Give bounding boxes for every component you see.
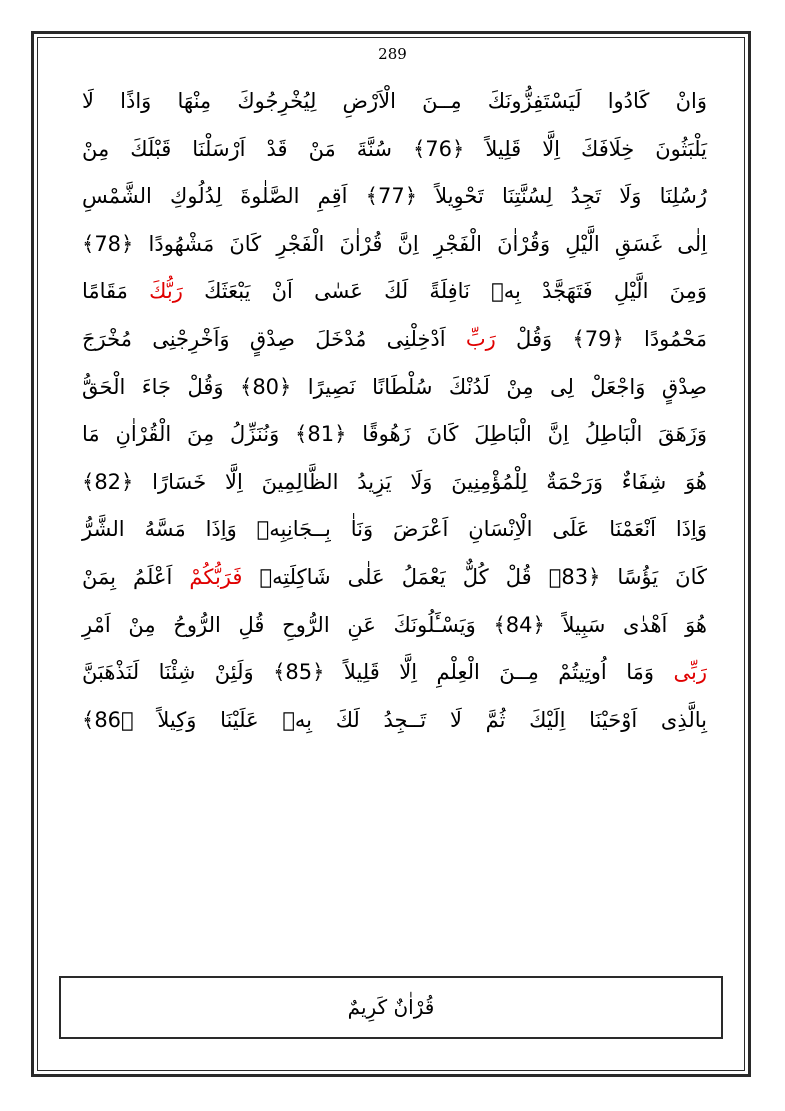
verse-line: صِدْقٍ وَاجْعَلْ لِى مِنْ لَدُنْكَ سُلْطَانًا نَصِيرًا ﴿80﴾ وَقُلْ جَاءَ الْحَقُّ — [82, 374, 707, 399]
verse-text-block — [82, 78, 707, 744]
verse-line: بِالَّذِى اَوْحَيْنَا اِلَيْكَ ثُمَّ لَا تَــجِدُ لَكَ بِهٖ عَلَيْنَا وَكِيلاً ﴿86﴾ — [82, 707, 707, 732]
verse-line: هُوَ اَهْدٰى سَبِيلاً ﴿84﴾ وَيَسْـَٔلُونَكَ عَنِ الرُّوحِ قُلِ الرُّوحُ مِنْ اَمْرِ — [82, 612, 707, 637]
verse-line: رَبِّى وَمَا اُوتِيتُمْ مِــنَ الْعِلْمِ اِلَّا قَلِيلاً ﴿85﴾ وَلَئِنْ شِئْنَا لَنَذْهَبَنَّ — [82, 660, 707, 685]
highlighted-word: رَبِّ — [465, 326, 496, 351]
verse-line: وَزَهَقَ الْبَاطِلُ اِنَّ الْبَاطِلَ كَانَ زَهُوقًا ﴿81﴾ وَنُنَزِّلُ مِنَ الْقُرْاٰنِ مَا — [82, 422, 707, 447]
verse-line: يَلْبَثُونَ خِلَافَكَ اِلَّا قَلِيلاً ﴿76﴾ سُنَّةَ مَنْ قَدْ اَرْسَلْنَا قَبْلَكَ مِنْ — [82, 136, 707, 161]
verse-line: اِلٰى غَسَقِ الَّيْلِ وَقُرْاٰنَ الْفَجْرِ اِنَّ قُرْاٰنَ الْفَجْرِ كَانَ مَشْهُودًا ﴿78﴾ — [82, 231, 707, 256]
footer-title: قُرْاٰنٌ كَرِيمٌ — [347, 995, 435, 1019]
verse-line: رُسُلِنَا وَلَا تَجِدُ لِسُنَّتِنَا تَحْوِيلاً ﴿77﴾ اَقِمِ الصَّلٰوةَ لِدُلُوكِ الشَّمْسِ — [82, 184, 707, 209]
highlighted-word: رَبِّى — [673, 660, 707, 685]
verse-line: وَمِنَ الَّيْلِ فَتَهَجَّدْ بِهٖ نَافِلَةً لَكَ عَسٰى اَنْ يَبْعَثَكَ رَبُّكَ مَقَامًا — [82, 279, 708, 304]
highlighted-word: رَبُّكَ — [149, 279, 183, 304]
page-number: 289 — [378, 45, 407, 63]
footer-title-box — [59, 976, 723, 1039]
verse-line: وَانْ كَادُوا لَيَسْتَفِزُّونَكَ مِــنَ الْاَرْضِ لِيُخْرِجُوكَ مِنْهَا وَاذًا لَا — [82, 89, 707, 113]
verse-line: هُوَ شِفَاءٌ وَرَحْمَةٌ لِلْمُؤْمِنِينَ وَلَا يَزِيدُ الظَّالِمِينَ اِلَّا خَسَارًا ﴿82﴾ — [82, 469, 707, 494]
highlighted-word: فَرَبُّكُمْ — [189, 564, 243, 589]
verse-line: كَانَ يَؤُسًا ﴿83﴾ قُلْ كُلٌّ يَعْمَلُ عَلٰى شَاكِلَتِهٖ فَرَبُّكُمْ اَعْلَمُ بِمَنْ — [82, 564, 707, 589]
verse-line: وَاِذَا اَنْعَمْنَا عَلَى الْاِنْسَانِ اَعْرَضَ وَنَاٰ بِــجَانِبِهٖ وَاِذَا مَسَّهُ الشَّرُّ — [82, 517, 707, 542]
verse-line: مَحْمُودًا ﴿79﴾ وَقُلْ رَبِّ اَدْخِلْنِى مُدْخَلَ صِدْقٍ وَاَخْرِجْنِى مُخْرَجَ — [82, 326, 707, 351]
